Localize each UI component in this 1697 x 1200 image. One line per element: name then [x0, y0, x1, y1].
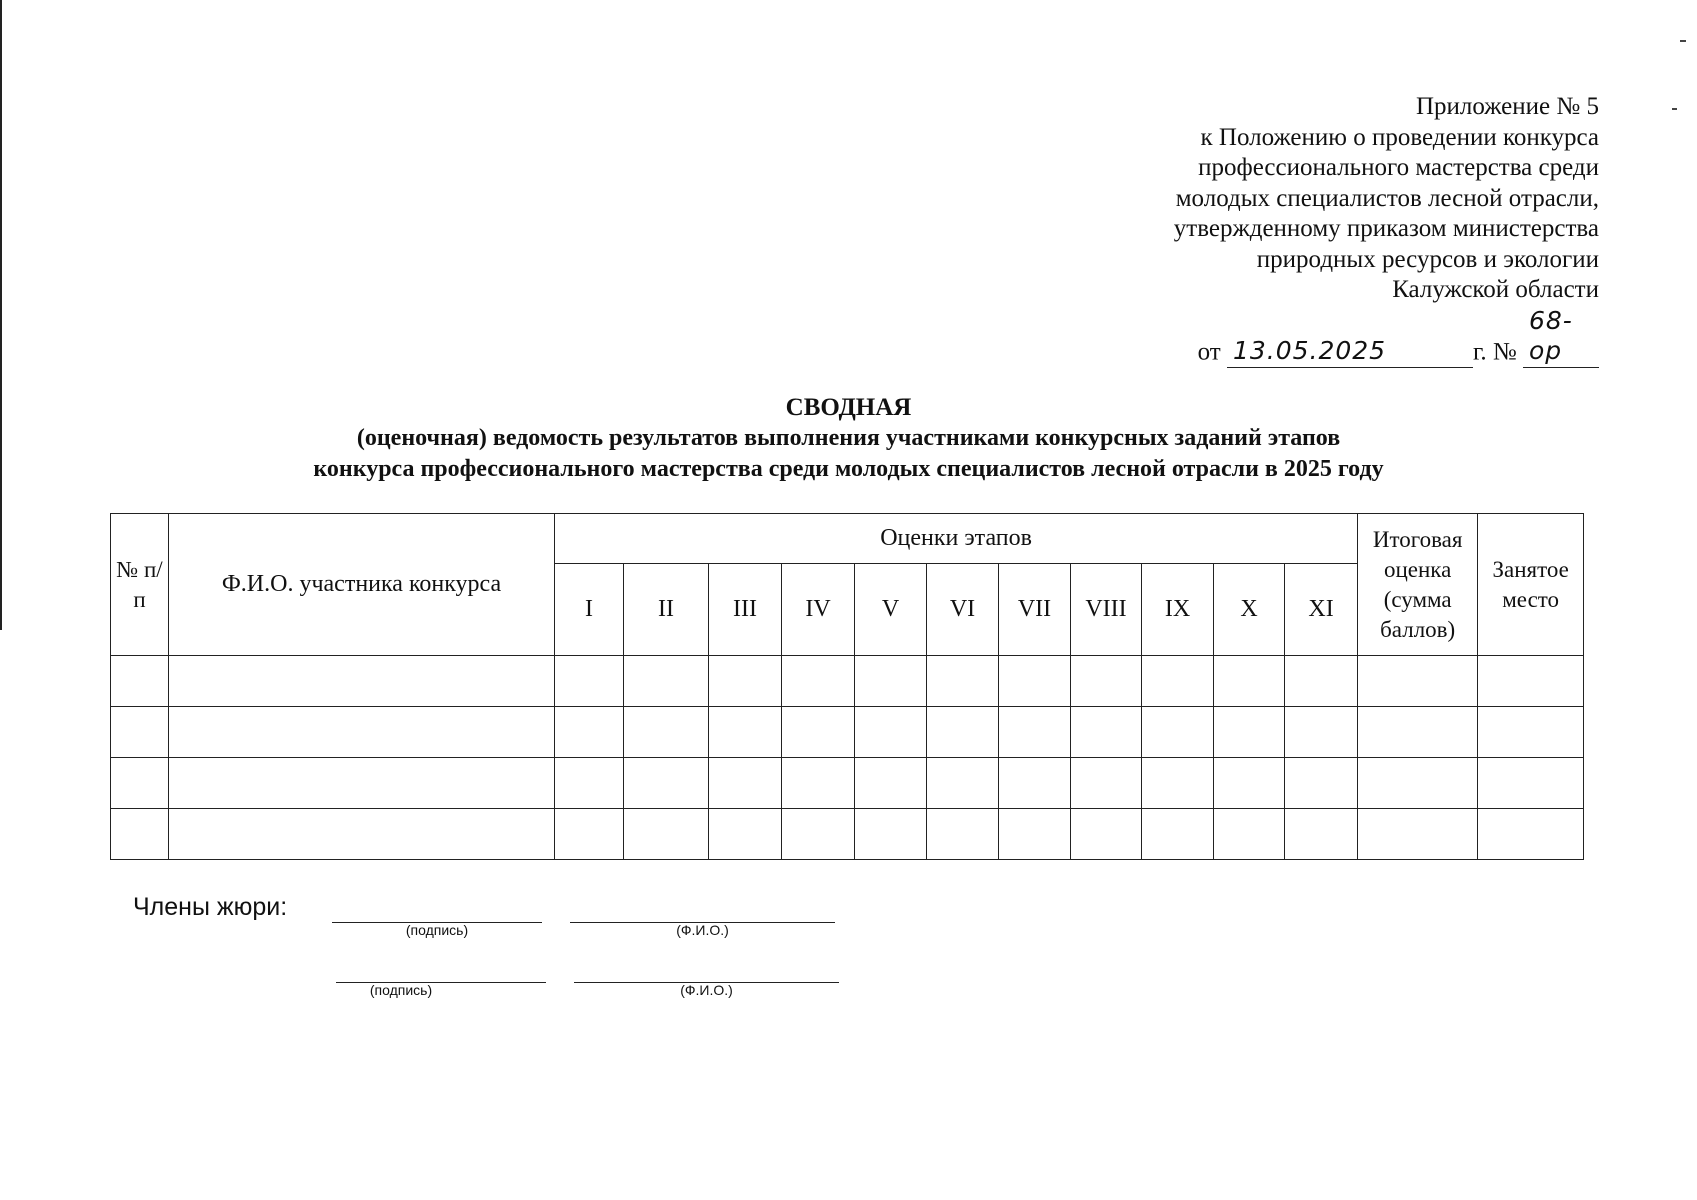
table-cell — [709, 809, 782, 860]
table-cell — [1478, 758, 1584, 809]
stage-header: X — [1214, 564, 1285, 656]
table-cell — [709, 656, 782, 707]
table-cell — [1214, 758, 1285, 809]
table-cell — [624, 656, 709, 707]
table-cell — [1285, 656, 1358, 707]
order-date-line — [1174, 306, 1599, 368]
table-cell — [927, 656, 999, 707]
table-cell — [1142, 707, 1214, 758]
name-caption: (Ф.И.О.) — [676, 922, 729, 938]
table-row — [111, 809, 1584, 860]
col-header-total: Итоговая оценка (сумма баллов) — [1358, 514, 1478, 656]
table-cell — [1478, 707, 1584, 758]
table-cell — [709, 758, 782, 809]
col-header-place: Занятое место — [1478, 514, 1584, 656]
table-cell — [1071, 809, 1142, 860]
stage-header: III — [709, 564, 782, 656]
table-cell — [111, 758, 169, 809]
table-cell — [1478, 656, 1584, 707]
stage-header: IV — [782, 564, 855, 656]
table-cell — [1071, 707, 1142, 758]
appendix-line: Приложение № 5 — [1415, 93, 1599, 120]
scan-speck — [1672, 108, 1677, 110]
table-cell — [782, 656, 855, 707]
appendix-line: природных ресурсов и экологии — [1256, 245, 1599, 273]
table-cell — [1358, 656, 1478, 707]
title-line-3: конкурса профессионального мастерства среди молодых специалистов лесной отрасли в 2025 году — [313, 456, 1384, 482]
handwritten-date: 13.05.2025 — [1227, 336, 1473, 368]
table-cell — [624, 758, 709, 809]
table-cell — [624, 707, 709, 758]
table-cell — [624, 809, 709, 860]
table-cell — [782, 809, 855, 860]
table-cell — [555, 758, 624, 809]
table-row — [111, 707, 1584, 758]
table-cell — [1478, 809, 1584, 860]
table-cell — [1358, 758, 1478, 809]
table-row — [111, 758, 1584, 809]
table-cell — [855, 707, 927, 758]
table-cell — [855, 758, 927, 809]
scan-left-edge — [0, 0, 2, 630]
table-row — [111, 656, 1584, 707]
table-cell — [169, 809, 555, 860]
handwritten-number: 68-ор — [1523, 306, 1599, 368]
table-cell — [927, 809, 999, 860]
appendix-line: к Положению о проведении конкурса — [1200, 123, 1599, 151]
table-cell — [169, 758, 555, 809]
table-cell — [555, 809, 624, 860]
table-cell — [927, 707, 999, 758]
stage-header: II — [624, 564, 709, 656]
table-cell — [555, 707, 624, 758]
table-cell — [1214, 707, 1285, 758]
col-header-number: № п/п — [111, 514, 169, 656]
appendix-block — [1174, 92, 1599, 368]
title-main: СВОДНАЯ — [785, 394, 912, 421]
table-cell — [1285, 707, 1358, 758]
table-cell — [555, 656, 624, 707]
table-cell — [782, 758, 855, 809]
results-table — [110, 513, 1584, 860]
table-cell — [1142, 758, 1214, 809]
appendix-line: молодых специалистов лесной отрасли, — [1175, 184, 1599, 212]
table-cell — [999, 707, 1071, 758]
name-caption: (Ф.И.О.) — [680, 982, 733, 998]
stage-header: IX — [1142, 564, 1214, 656]
stage-header: VI — [927, 564, 999, 656]
jury-label: Члены жюри: — [133, 893, 288, 921]
table-cell — [111, 809, 169, 860]
table-cell — [782, 707, 855, 758]
table-cell — [1358, 809, 1478, 860]
stage-header: VII — [999, 564, 1071, 656]
table-cell — [999, 809, 1071, 860]
table-cell — [111, 656, 169, 707]
table-cell — [1214, 656, 1285, 707]
stage-header: VIII — [1071, 564, 1142, 656]
table-cell — [855, 809, 927, 860]
table-cell — [1071, 758, 1142, 809]
stage-header: I — [555, 564, 624, 656]
col-header-name: Ф.И.О. участника конкурса — [169, 514, 555, 656]
signature-caption: (подпись) — [405, 922, 469, 938]
table-cell — [999, 656, 1071, 707]
table-cell — [709, 707, 782, 758]
scan-speck — [1680, 40, 1686, 42]
stage-header: V — [855, 564, 927, 656]
table-cell — [1142, 656, 1214, 707]
table-cell — [1358, 707, 1478, 758]
table-cell — [855, 656, 927, 707]
table-cell — [1214, 809, 1285, 860]
table-cell — [1285, 758, 1358, 809]
number-prefix: г. № — [1472, 338, 1517, 365]
title-line-2: (оценочная) ведомость результатов выполнения участниками конкурсных заданий этапов — [356, 425, 1341, 451]
table-cell — [927, 758, 999, 809]
table-cell — [1142, 809, 1214, 860]
table-cell — [999, 758, 1071, 809]
col-header-stages: Оценки этапов — [555, 514, 1358, 564]
table-cell — [169, 656, 555, 707]
signature-caption: (подпись) — [369, 982, 433, 998]
stage-header: XI — [1285, 564, 1358, 656]
document-title — [0, 392, 1697, 485]
table-cell — [1285, 809, 1358, 860]
appendix-line: профессионального мастерства среди — [1198, 154, 1599, 181]
appendix-line: утвержденному приказом министерства — [1173, 215, 1599, 242]
appendix-line: Калужской области — [1392, 276, 1599, 303]
table-body — [111, 656, 1584, 860]
date-prefix: от — [1197, 338, 1221, 365]
table-cell — [169, 707, 555, 758]
table-cell — [1071, 656, 1142, 707]
table-cell — [111, 707, 169, 758]
